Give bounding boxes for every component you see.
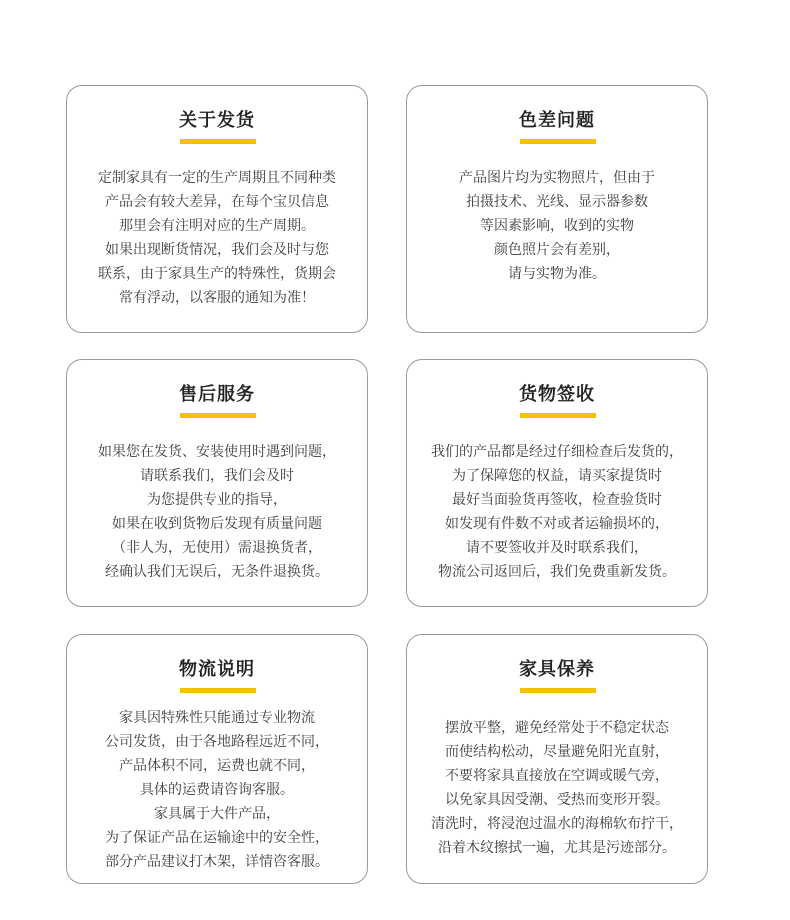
card-text-line: 家具因特殊性只能通过专业物流 <box>119 710 315 726</box>
card-body <box>67 440 367 584</box>
card-color-difference <box>406 85 708 333</box>
card-text-line: 如果在收到货物后发现有质量问题 <box>112 516 322 532</box>
card-body <box>67 706 367 874</box>
card-title: 关于发货 <box>179 110 255 131</box>
card-text-line: （非人为，无使用）需退换货者， <box>112 540 322 556</box>
card-title: 货物签收 <box>519 384 595 405</box>
card-text-line: 等因素影响，收到的实物 <box>480 218 634 234</box>
card-title: 家具保养 <box>519 659 595 680</box>
card-text-line: 摆放平整，避免经常处于不稳定状态 <box>445 720 669 736</box>
card-title: 物流说明 <box>179 659 255 680</box>
card-shipping <box>66 85 368 333</box>
title-underline <box>520 688 596 693</box>
title-underline <box>520 139 596 144</box>
card-text-line: 联系，由于家具生产的特殊性，货期会 <box>98 266 336 282</box>
card-text-line: 家具属于大件产品， <box>154 806 280 822</box>
card-text-line: 我们的产品都是经过仔细检查后发货的， <box>431 444 683 460</box>
card-text-line: 最好当面验货再签收，检查验货时 <box>452 492 662 508</box>
card-text-line: 定制家具有一定的生产周期且不同种类 <box>98 170 336 186</box>
card-text-line: 部分产品建议打木架，详情咨客服。 <box>105 854 329 870</box>
card-text-line: 如果您在发货、安装使用时遇到问题， <box>98 444 336 460</box>
card-body <box>67 166 367 310</box>
card-text-line: 产品体积不同，运费也就不同， <box>119 758 315 774</box>
card-text-line: 为了保证产品在运输途中的安全性， <box>105 830 329 846</box>
card-after-sales <box>66 359 368 607</box>
card-text-line: 不要将家具直接放在空调或暖气旁， <box>445 768 669 784</box>
card-furniture-care <box>406 634 708 884</box>
title-underline <box>520 413 596 418</box>
card-text-line: 那里会有注明对应的生产周期。 <box>119 218 315 234</box>
card-text-line: 具体的运费请咨询客服。 <box>140 782 294 798</box>
card-title: 色差问题 <box>519 110 595 131</box>
card-text-line: 为了保障您的权益，请买家提货时 <box>452 468 662 484</box>
card-body <box>407 166 707 286</box>
card-body <box>407 716 707 860</box>
card-text-line: 请与实物为准。 <box>508 266 606 282</box>
card-text-line: 物流公司返回后，我们免费重新发货。 <box>438 564 676 580</box>
card-text-line: 公司发货，由于各地路程远近不同， <box>105 734 329 750</box>
card-title: 售后服务 <box>179 384 255 405</box>
card-text-line: 请不要签收并及时联系我们， <box>466 540 648 556</box>
card-text-line: 产品会有较大差异，在每个宝贝信息 <box>105 194 329 210</box>
card-text-line: 常有浮动，以客服的通知为准！ <box>119 290 315 306</box>
card-logistics <box>66 634 368 884</box>
title-underline <box>180 688 256 693</box>
card-text-line: 如发现有件数不对或者运输损坏的， <box>445 516 669 532</box>
card-text-line: 清洗时，将浸泡过温水的海棉软布拧干， <box>431 816 683 832</box>
card-body <box>407 440 707 584</box>
card-text-line: 以免家具因受潮、受热而变形开裂。 <box>445 792 669 808</box>
card-text-line: 颜色照片会有差别， <box>494 242 620 258</box>
card-text-line: 而使结构松动，尽量避免阳光直射， <box>445 744 669 760</box>
card-goods-receipt <box>406 359 708 607</box>
card-text-line: 为您提供专业的指导， <box>147 492 287 508</box>
card-text-line: 如果出现断货情况，我们会及时与您 <box>105 242 329 258</box>
card-text-line: 产品图片均为实物照片，但由于 <box>459 170 655 186</box>
card-text-line: 经确认我们无误后，无条件退换货。 <box>105 564 329 580</box>
card-text-line: 请联系我们，我们会及时 <box>140 468 294 484</box>
card-text-line: 沿着木纹擦拭一遍，尤其是污迹部分。 <box>438 840 676 856</box>
card-text-line: 拍摄技术、光线、显示器参数 <box>466 194 648 210</box>
title-underline <box>180 139 256 144</box>
title-underline <box>180 413 256 418</box>
